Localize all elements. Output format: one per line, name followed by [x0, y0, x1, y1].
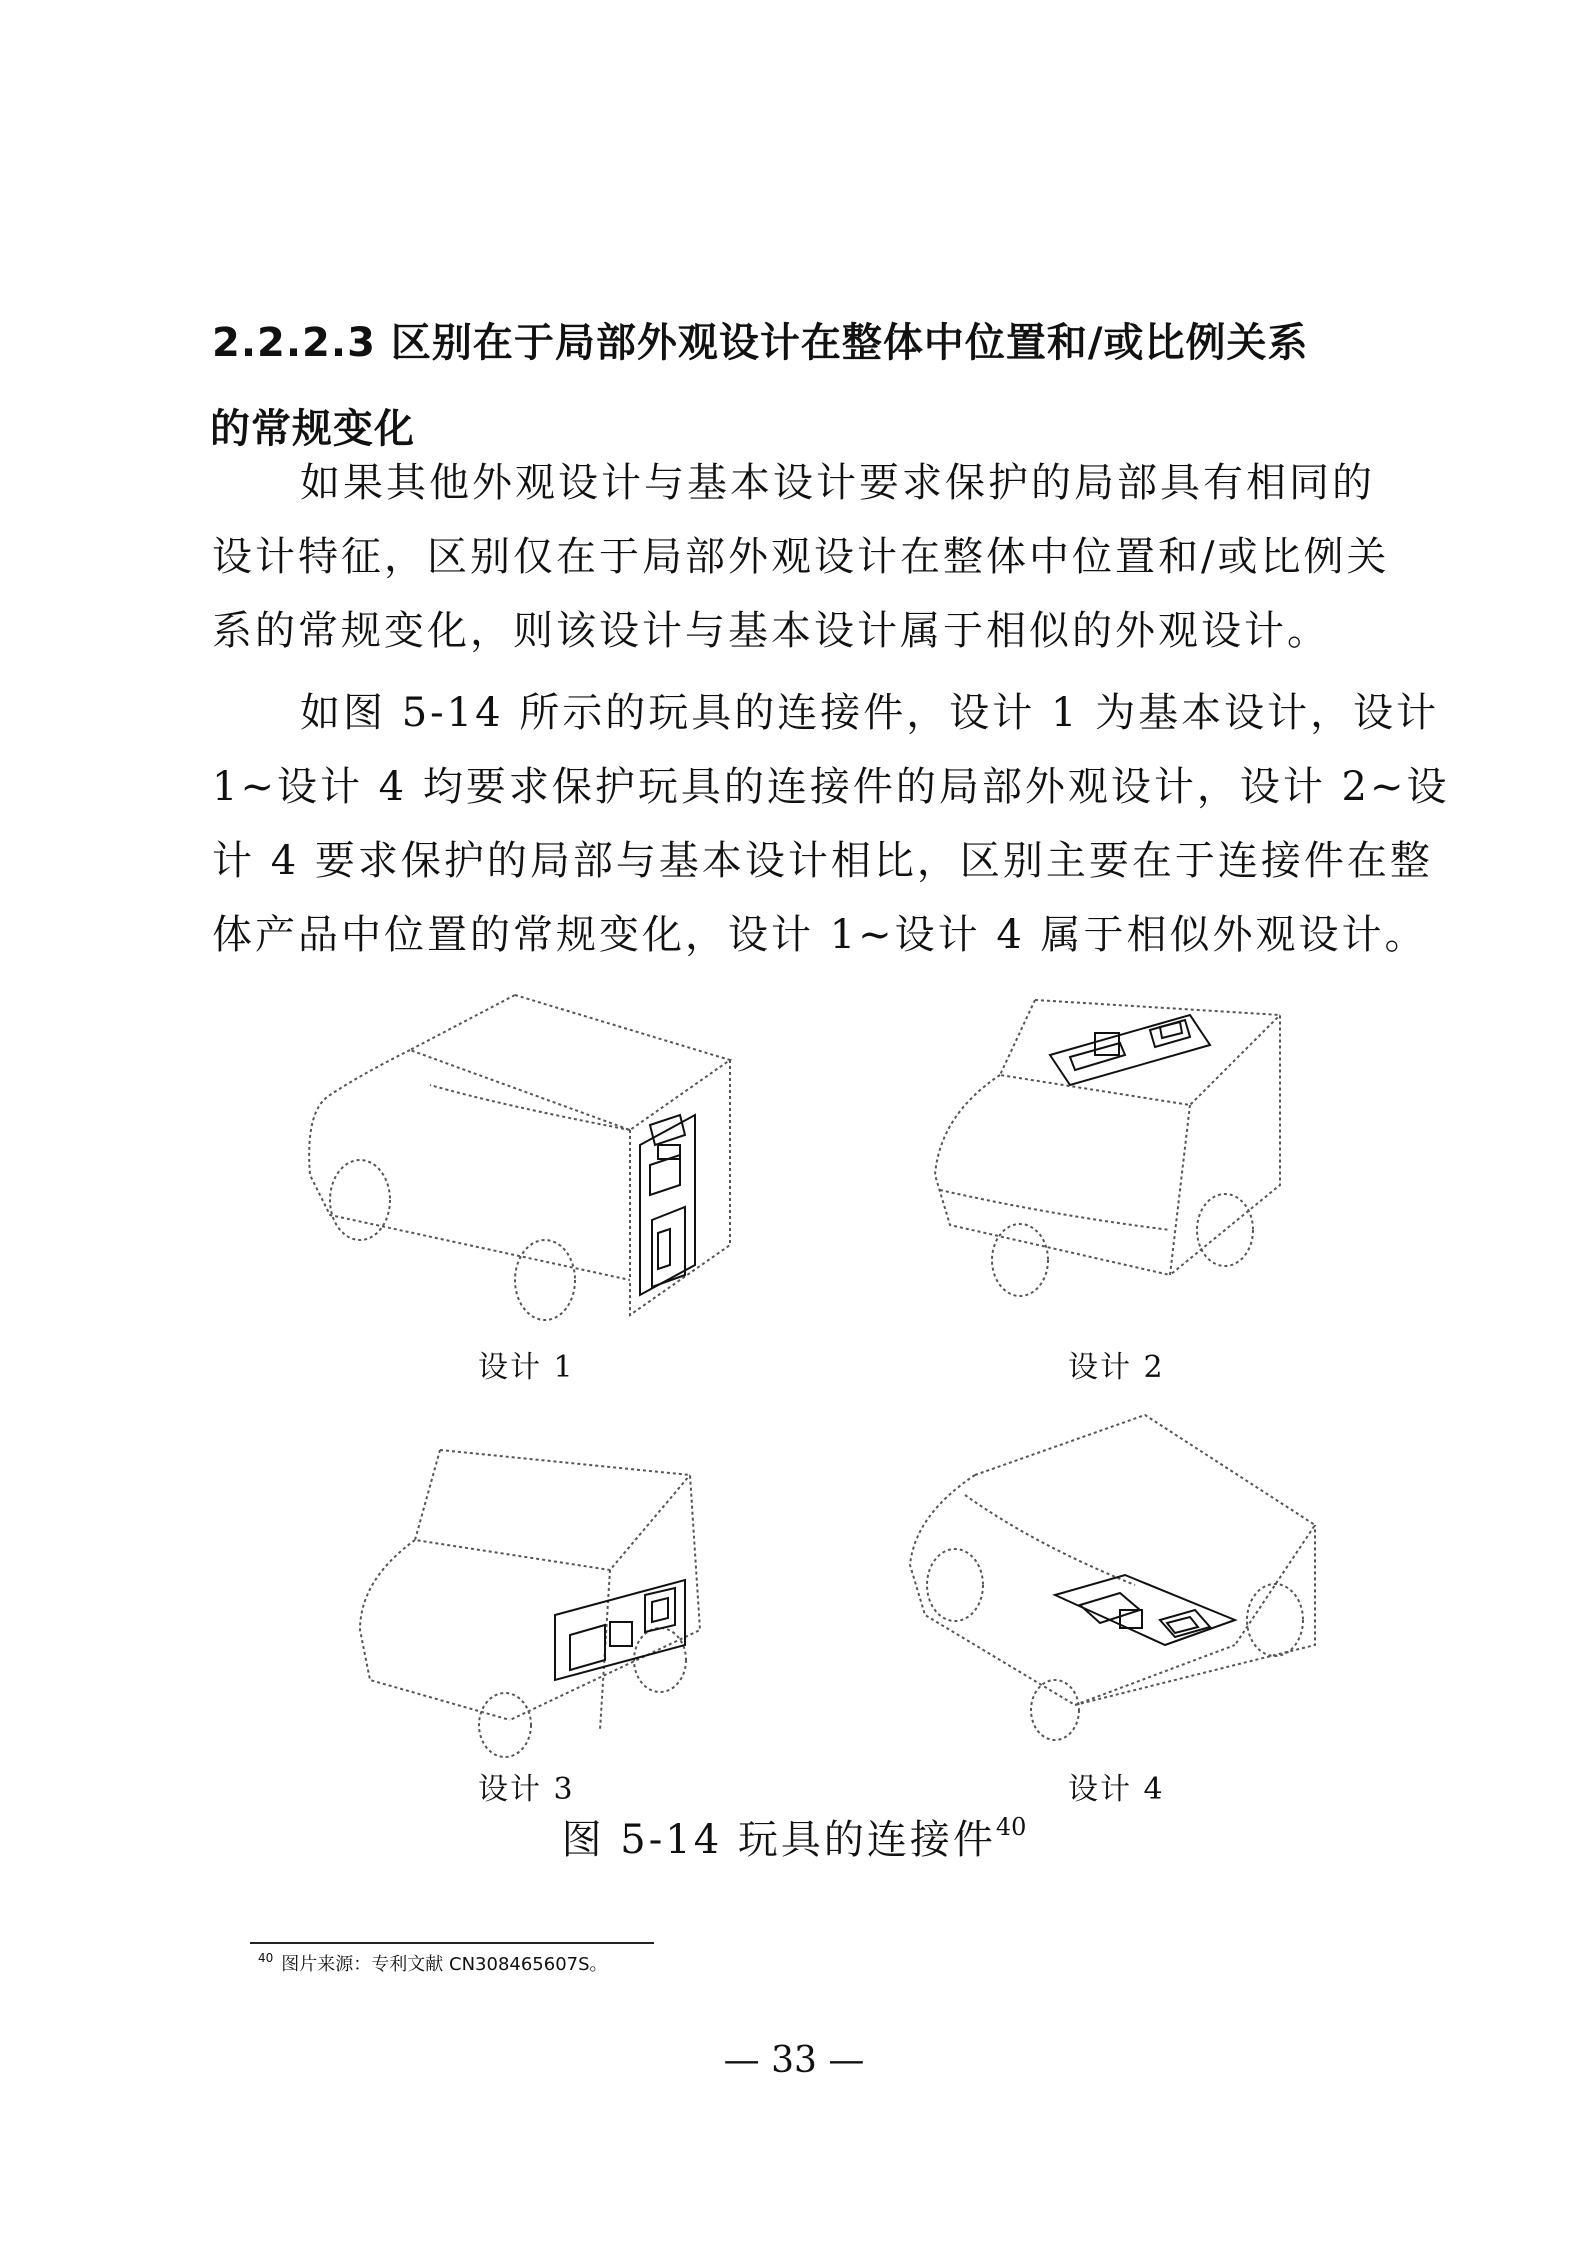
design-4-drawing: [905, 1405, 1325, 1755]
figure-title: [0, 1808, 1588, 1865]
paragraph-2-line-2: 1~设计 4 均要求保护玩具的连接件的局部外观设计，设计 2~设: [212, 764, 1450, 810]
design-1-drawing: [300, 975, 760, 1345]
paragraph-2-line-3: 计 4 要求保护的局部与基本设计相比，区别主要在于连接件在整: [212, 838, 1433, 884]
design-2-caption: 设计 2: [1068, 1350, 1165, 1385]
design-2-drawing: [920, 975, 1290, 1345]
footnote-text: 图片来源：专利文献 CN308465607S。: [281, 1954, 608, 1975]
paragraph-2: [212, 676, 1450, 972]
design-1-caption: 设计 1: [478, 1350, 575, 1385]
page-number: — 33 —: [723, 2040, 865, 2081]
section-heading-line-2: 的常规变化: [210, 406, 415, 452]
footnote-reference: 40: [995, 1813, 1027, 1841]
footnote-number: 40: [258, 1951, 274, 1965]
design-4-caption: 设计 4: [1068, 1772, 1165, 1807]
paragraph-1-line-3: 系的常规变化，则该设计与基本设计属于相似的外观设计。: [212, 608, 1330, 654]
footnote-divider: [250, 1942, 654, 1944]
paragraph-1: [212, 446, 1392, 668]
section-heading-line-1: 2.2.2.3 区别在于局部外观设计在整体中位置和/或比例关系: [212, 320, 1309, 366]
paragraph-1-line-1: 如果其他外观设计与基本设计要求保护的局部具有相同的: [300, 460, 1375, 506]
figure-title-text: 图 5-14 玩具的连接件: [561, 1817, 996, 1863]
paragraph-2-line-1: 如图 5-14 所示的玩具的连接件，设计 1 为基本设计，设计: [300, 690, 1440, 736]
design-3-caption: 设计 3: [478, 1772, 575, 1807]
paragraph-1-line-2: 设计特征，区别仅在于局部外观设计在整体中位置和/或比例关: [212, 534, 1390, 580]
design-3-drawing: [340, 1430, 720, 1770]
footnote: [258, 1950, 608, 1976]
paragraph-2-line-4: 体产品中位置的常规变化，设计 1~设计 4 属于相似外观设计。: [212, 912, 1428, 958]
